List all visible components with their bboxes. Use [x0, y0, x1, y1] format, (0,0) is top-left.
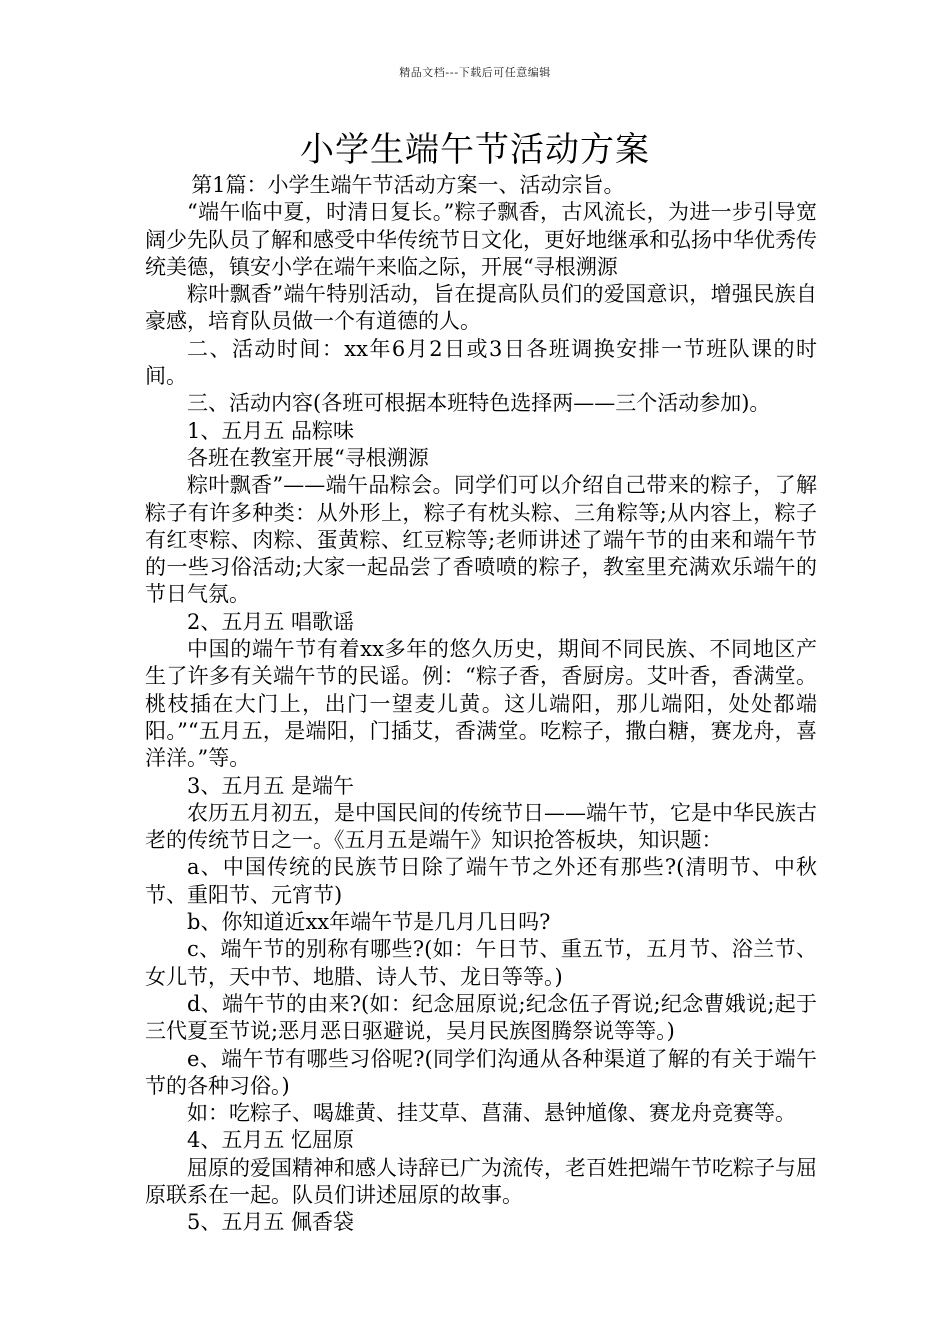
section-heading: 2、五月五 唱歌谣	[187, 609, 355, 634]
question-item: b、你知道近xx年端午节是几月几日吗?	[187, 910, 551, 935]
paragraph: 如：吃粽子、喝雄黄、挂艾草、菖蒲、悬钟馗像、赛龙舟竞赛等。	[187, 1101, 796, 1126]
section-heading: 1、五月五 品粽味	[187, 418, 355, 443]
paragraph: 农历五月初五，是中国民间的传统节日——端午节，它是中华民族古老的传统节日之一。《五月五是端午》知识抢答板块，知识题：	[145, 800, 817, 853]
question-item: a、中国传统的民族节日除了端午节之外还有那些?(清明节、中秋节、重阳节、元宵节)	[145, 855, 817, 907]
document-body	[145, 172, 817, 1237]
header-note: 精品文档---下载后可任意编辑	[399, 66, 551, 79]
question-item: d、端午节的由来?(如：纪念屈原说;纪念伍子胥说;纪念曹娥说;起于三代夏至节说;恶月恶日驱避说，吴月民族图腾祭说等等。)	[145, 991, 817, 1044]
paragraph: “端午临中夏，时清日复长。”粽子飘香，古风流长，为进一步引导宽阔少先队员了解和感受中华传统节日文化，更好地继承和弘扬中华优秀传统美德，镇安小学在端午来临之际，开展“寻根溯源	[145, 200, 817, 279]
question-item: c、端午节的别称有哪些?(如：午日节、重五节，五月节、浴兰节、女儿节，天中节、地腊、诗人节、龙日等等。)	[145, 937, 817, 989]
paragraph: 中国的端午节有着xx多年的悠久历史，期间不同民族、不同地区产生了许多有关端午节的民谣。例：“粽子香，香厨房。艾叶香，香满堂。桃枝插在大门上，出门一望麦儿黄。这儿端阳，那儿端阳，处处都端阳。”“五月五，是端阳，门插艾，香满堂。吃粽子，撒白糖，赛龙舟，喜洋洋。”等。	[145, 637, 817, 771]
paragraph: 粽叶飘香”——端午品粽会。同学们可以介绍自己带来的粽子，了解粽子有许多种类：从外形上，粽子有枕头粽、三角粽等;从内容上，粽子有红枣粽、肉粽、蛋黄粽、红豆粽等;老师讲述了端午节的由来和端午节的一些习俗活动;大家一起品尝了香喷喷的粽子，教室里充满欢乐端午的节日气氛。	[145, 473, 817, 607]
paragraph: 各班在教室开展“寻根溯源	[187, 445, 429, 470]
paragraph: 二、活动时间：xx年6月2日或3日各班调换安排一节班队课的时间。	[145, 336, 817, 389]
section-heading: 3、五月五 是端午	[187, 773, 355, 798]
paragraph: 粽叶飘香”端午特别活动，旨在提高队员们的爱国意识，增强民族自豪感，培育队员做一个有道德的人。	[145, 282, 817, 334]
paragraph: 三、活动内容(各班可根据本班特色选择两——三个活动参加)。	[187, 391, 771, 416]
section-heading: 4、五月五 忆屈原	[187, 1128, 355, 1153]
section-heading: 5、五月五 佩香袋	[187, 1210, 355, 1235]
paragraph: 屈原的爱国精神和感人诗辞已广为流传，老百姓把端午节吃粽子与屈原联系在一起。队员们讲述屈原的故事。	[145, 1155, 817, 1207]
paragraph: 第1篇：小学生端午节活动方案一、活动宗旨。	[191, 173, 625, 197]
page-title: 小学生端午节活动方案	[300, 130, 650, 170]
question-item: e、端午节有哪些习俗呢?(同学们沟通从各种渠道了解的有关于端午节的各种习俗。)	[145, 1046, 817, 1098]
